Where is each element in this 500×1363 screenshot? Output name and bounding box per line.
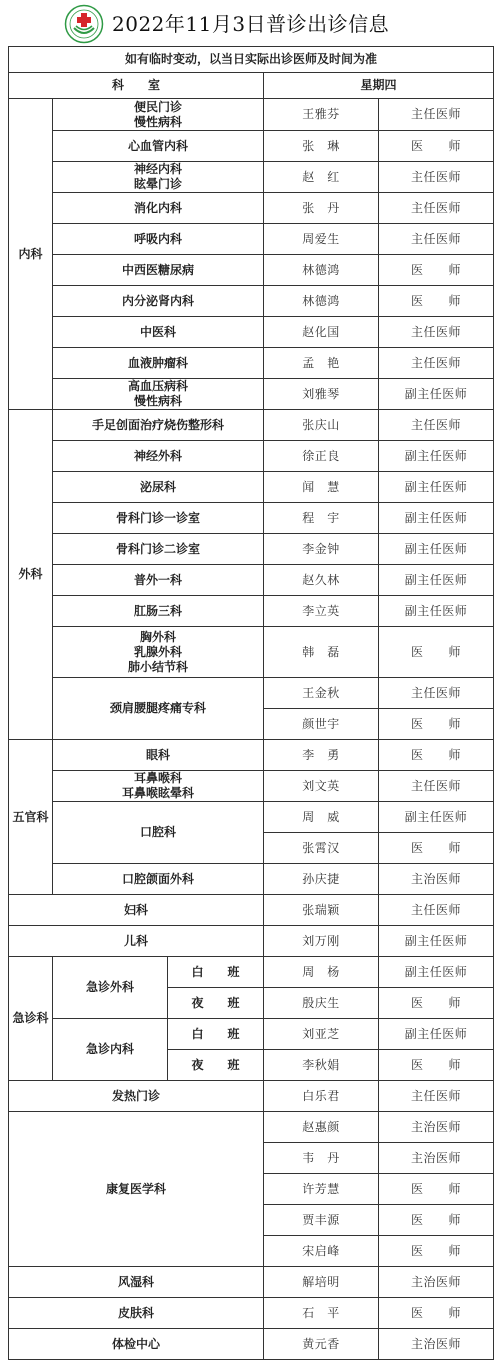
dept-cell: 急诊内科 — [53, 1019, 168, 1081]
dept-cell: 手足创面治疗烧伤整形科 — [53, 410, 264, 441]
doctor-name: 周爱生 — [264, 224, 379, 255]
doctor-name: 赵 红 — [264, 162, 379, 193]
dept-cell: 妇科 — [9, 895, 264, 926]
dept-cell: 便民门诊 慢性病科 — [53, 99, 264, 131]
dept-cell: 口腔颌面外科 — [53, 864, 264, 895]
doctor-name: 徐正良 — [264, 441, 379, 472]
doctor-name: 闻 慧 — [264, 472, 379, 503]
doctor-title: 副主任医师 — [379, 534, 494, 565]
shift-cell: 白 班 — [168, 1019, 264, 1050]
doctor-title: 医 师 — [379, 1174, 494, 1205]
doctor-name: 刘文英 — [264, 771, 379, 802]
shift-cell: 夜 班 — [168, 1050, 264, 1081]
doctor-name: 刘万刚 — [264, 926, 379, 957]
doctor-name: 贾丰源 — [264, 1205, 379, 1236]
doctor-title: 医 师 — [379, 1050, 494, 1081]
shift-cell: 夜 班 — [168, 988, 264, 1019]
doctor-title: 主任医师 — [379, 895, 494, 926]
doctor-name: 白乐君 — [264, 1081, 379, 1112]
dept-cell: 肛肠三科 — [53, 596, 264, 627]
dept-cell: 康复医学科 — [9, 1112, 264, 1267]
dept-cell: 耳鼻喉科 耳鼻喉眩晕科 — [53, 771, 264, 802]
doctor-name: 李立英 — [264, 596, 379, 627]
header-dept: 科 室 — [9, 73, 264, 99]
doctor-name: 殷庆生 — [264, 988, 379, 1019]
doctor-title: 副主任医师 — [379, 802, 494, 833]
dept-cell: 心血管内科 — [53, 131, 264, 162]
dept-cell: 骨科门诊二诊室 — [53, 534, 264, 565]
doctor-title: 主任医师 — [379, 410, 494, 441]
doctor-title: 主治医师 — [379, 1143, 494, 1174]
doctor-name: 林德鸿 — [264, 255, 379, 286]
dept-cell: 泌尿科 — [53, 472, 264, 503]
doctor-title: 副主任医师 — [379, 441, 494, 472]
doctor-title: 医 师 — [379, 1236, 494, 1267]
doctor-name: 韩 磊 — [264, 627, 379, 678]
doctor-name: 宋启峰 — [264, 1236, 379, 1267]
doctor-title: 副主任医师 — [379, 565, 494, 596]
dept-cell: 急诊外科 — [53, 957, 168, 1019]
doctor-title: 主任医师 — [379, 99, 494, 131]
doctor-name: 刘亚芝 — [264, 1019, 379, 1050]
doctor-name: 李金钟 — [264, 534, 379, 565]
category-neike: 内科 — [9, 99, 53, 410]
doctor-name: 黄元香 — [264, 1329, 379, 1360]
dept-cell: 发热门诊 — [9, 1081, 264, 1112]
doctor-name: 解培明 — [264, 1267, 379, 1298]
dept-cell: 普外一科 — [53, 565, 264, 596]
doctor-name: 赵化国 — [264, 317, 379, 348]
page-header — [0, 0, 500, 44]
doctor-name: 张 琳 — [264, 131, 379, 162]
doctor-title: 医 师 — [379, 1298, 494, 1329]
doctor-name: 刘雅琴 — [264, 379, 379, 410]
doctor-title: 副主任医师 — [379, 1019, 494, 1050]
doctor-title: 主治医师 — [379, 1329, 494, 1360]
dept-cell: 体检中心 — [9, 1329, 264, 1360]
doctor-title: 主任医师 — [379, 162, 494, 193]
dept-cell: 内分泌肾内科 — [53, 286, 264, 317]
doctor-title: 主治医师 — [379, 864, 494, 895]
doctor-name: 颜世宇 — [264, 709, 379, 740]
doctor-name: 孟 艳 — [264, 348, 379, 379]
dept-cell: 血液肿瘤科 — [53, 348, 264, 379]
category-wuguan: 五官科 — [9, 740, 53, 895]
doctor-title: 副主任医师 — [379, 472, 494, 503]
doctor-title: 医 师 — [379, 1205, 494, 1236]
dept-cell: 胸外科 乳腺外科 肺小结节科 — [53, 627, 264, 678]
doctor-name: 石 平 — [264, 1298, 379, 1329]
doctor-name: 韦 丹 — [264, 1143, 379, 1174]
doctor-name: 王雅芬 — [264, 99, 379, 131]
shift-cell: 白 班 — [168, 957, 264, 988]
doctor-title: 主任医师 — [379, 224, 494, 255]
doctor-title: 主任医师 — [379, 771, 494, 802]
dept-cell: 高血压病科 慢性病科 — [53, 379, 264, 410]
doctor-name: 赵久林 — [264, 565, 379, 596]
doctor-name: 程 宇 — [264, 503, 379, 534]
doctor-name: 周 杨 — [264, 957, 379, 988]
page-title: 2022年11月3日普诊出诊信息 — [112, 12, 390, 36]
dept-cell: 儿科 — [9, 926, 264, 957]
doctor-title: 副主任医师 — [379, 379, 494, 410]
doctor-name: 李秋娟 — [264, 1050, 379, 1081]
category-jizhen: 急诊科 — [9, 957, 53, 1081]
doctor-title: 主任医师 — [379, 678, 494, 709]
dept-cell: 呼吸内科 — [53, 224, 264, 255]
doctor-title: 主任医师 — [379, 317, 494, 348]
doctor-title: 医 师 — [379, 740, 494, 771]
doctor-title: 医 师 — [379, 988, 494, 1019]
hospital-logo-icon — [64, 4, 104, 44]
dept-cell: 神经内科 眩晕门诊 — [53, 162, 264, 193]
category-waike: 外科 — [9, 410, 53, 740]
doctor-title: 医 师 — [379, 286, 494, 317]
doctor-name: 张 丹 — [264, 193, 379, 224]
doctor-title: 主治医师 — [379, 1112, 494, 1143]
doctor-title: 医 师 — [379, 709, 494, 740]
dept-cell: 中西医糖尿病 — [53, 255, 264, 286]
doctor-name: 许芳慧 — [264, 1174, 379, 1205]
dept-cell: 中医科 — [53, 317, 264, 348]
dept-cell: 消化内科 — [53, 193, 264, 224]
doctor-name: 张庆山 — [264, 410, 379, 441]
dept-cell: 口腔科 — [53, 802, 264, 864]
dept-cell: 眼科 — [53, 740, 264, 771]
doctor-name: 赵惠颜 — [264, 1112, 379, 1143]
doctor-title: 副主任医师 — [379, 596, 494, 627]
header-day: 星期四 — [264, 73, 494, 99]
doctor-title: 副主任医师 — [379, 926, 494, 957]
doctor-title: 副主任医师 — [379, 503, 494, 534]
doctor-title: 医 师 — [379, 255, 494, 286]
doctor-name: 张瑞颖 — [264, 895, 379, 926]
doctor-name: 孙庆捷 — [264, 864, 379, 895]
dept-cell: 皮肤科 — [9, 1298, 264, 1329]
doctor-name: 王金秋 — [264, 678, 379, 709]
doctor-title: 医 师 — [379, 627, 494, 678]
doctor-title: 医 师 — [379, 131, 494, 162]
doctor-name: 张霄汉 — [264, 833, 379, 864]
doctor-title: 主治医师 — [379, 1267, 494, 1298]
doctor-title: 主任医师 — [379, 1081, 494, 1112]
dept-cell: 神经外科 — [53, 441, 264, 472]
doctor-title: 副主任医师 — [379, 957, 494, 988]
doctor-title: 主任医师 — [379, 193, 494, 224]
doctor-title: 主任医师 — [379, 348, 494, 379]
doctor-name: 李 勇 — [264, 740, 379, 771]
doctor-name: 林德鸿 — [264, 286, 379, 317]
dept-cell: 骨科门诊一诊室 — [53, 503, 264, 534]
notice-text: 如有临时变动，以当日实际出诊医师及时间为准 — [9, 47, 494, 73]
dept-cell: 颈肩腰腿疼痛专科 — [53, 678, 264, 740]
doctor-name: 周 威 — [264, 802, 379, 833]
dept-cell: 风湿科 — [9, 1267, 264, 1298]
schedule-table — [8, 46, 494, 1360]
doctor-title: 医 师 — [379, 833, 494, 864]
